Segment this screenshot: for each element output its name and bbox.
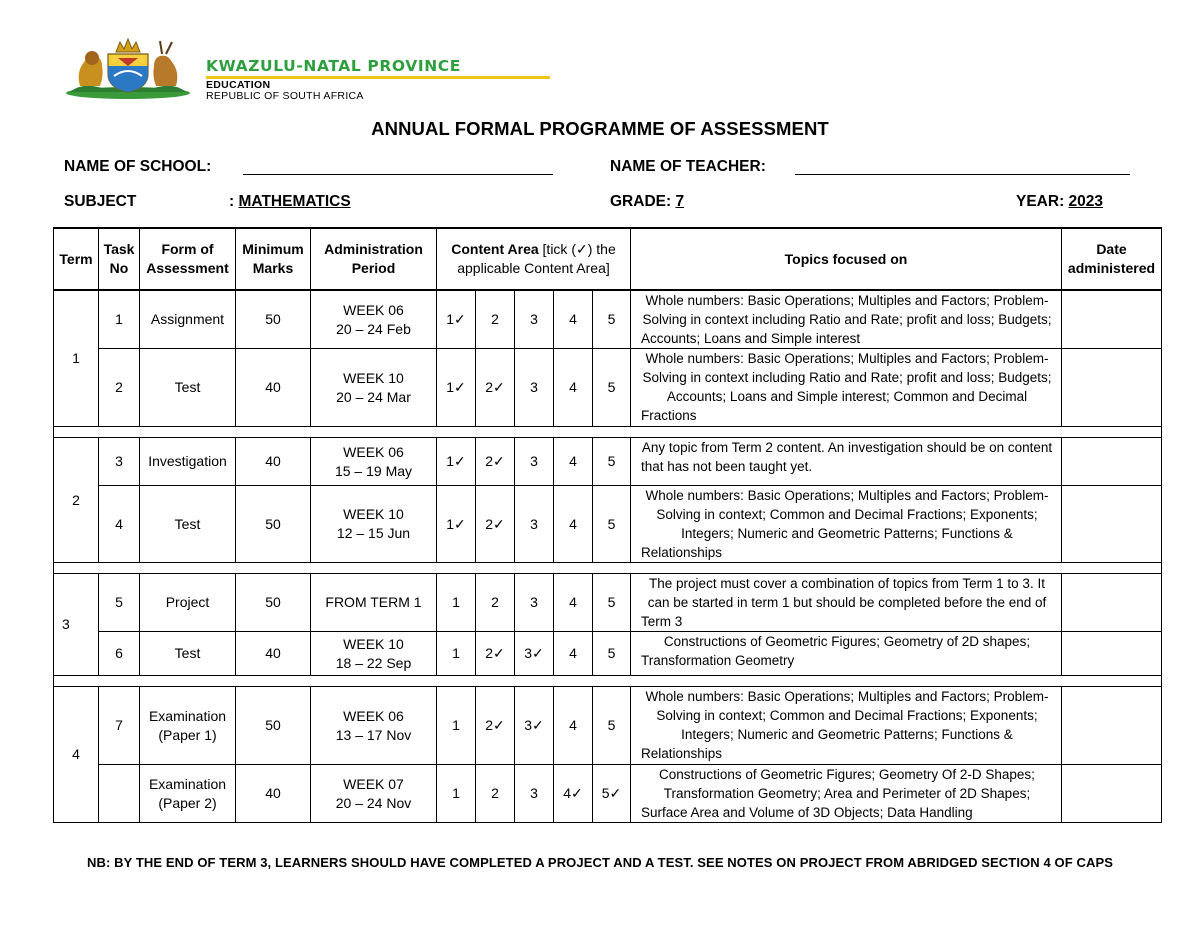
- topics-cell: Whole numbers: Basic Operations; Multiples and Factors; Problem-Solving in context; Common and Decimal Fractions; Exponents; Integers; Numeric and Geometric Patterns; Functions & Relationships: [631, 687, 1062, 765]
- date-administered-cell[interactable]: [1062, 486, 1162, 563]
- topics-cell: Whole numbers: Basic Operations; Multiples and Factors; Problem-Solving in context including Ratio and Rate; profit and loss; Budgets; Accounts; Loans and Simple interest: [631, 290, 1062, 349]
- content-area-cell[interactable]: 1: [437, 687, 476, 765]
- header-form: Form of Assessment: [140, 228, 236, 290]
- task-no-cell: 4: [99, 486, 140, 563]
- content-area-cell[interactable]: 3: [515, 290, 554, 349]
- content-area-cell[interactable]: 5: [593, 486, 631, 563]
- term-separator: [54, 427, 1162, 438]
- content-area-cell[interactable]: 2✓: [476, 438, 515, 486]
- content-area-cell[interactable]: 4: [554, 486, 593, 563]
- table-row: [54, 290, 1162, 349]
- grade-label: GRADE:: [610, 193, 672, 210]
- term-cell: 3: [54, 574, 99, 676]
- table-row: [54, 632, 1162, 676]
- subject-label: SUBJECT: [64, 193, 137, 210]
- task-no-cell: 5: [99, 574, 140, 632]
- table-row: [54, 574, 1162, 632]
- marks-cell: 50: [236, 290, 311, 349]
- content-area-cell[interactable]: 3✓: [515, 632, 554, 676]
- content-area-cell[interactable]: 1: [437, 632, 476, 676]
- topics-cell: Constructions of Geometric Figures; Geometry of 2D shapes; Transformation Geometry: [631, 632, 1062, 676]
- school-field[interactable]: [243, 174, 553, 175]
- content-area-cell[interactable]: 1✓: [437, 438, 476, 486]
- header-topics: Topics focused on: [631, 228, 1062, 290]
- form-cell: Examination (Paper 1): [140, 687, 236, 765]
- teacher-label: NAME OF TEACHER:: [610, 158, 766, 175]
- content-area-cell[interactable]: 4: [554, 574, 593, 632]
- topics-cell: The project must cover a combination of topics from Term 1 to 3. It can be started in term 1 but should be completed before the end of Term 3: [631, 574, 1062, 632]
- content-area-cell[interactable]: 2✓: [476, 632, 515, 676]
- period-cell: WEEK 10 20 – 24 Mar: [311, 349, 437, 427]
- header-content-area: Content Area [tick (✓) the applicable Content Area]: [437, 228, 631, 290]
- period-cell: WEEK 06 15 – 19 May: [311, 438, 437, 486]
- marks-cell: 40: [236, 438, 311, 486]
- task-no-cell: 1: [99, 290, 140, 349]
- grade-group: [610, 193, 684, 211]
- form-cell: Examination (Paper 2): [140, 765, 236, 823]
- date-administered-cell[interactable]: [1062, 438, 1162, 486]
- date-administered-cell[interactable]: [1062, 765, 1162, 823]
- content-area-cell[interactable]: 5: [593, 349, 631, 427]
- grade-value: 7: [675, 193, 685, 210]
- marks-cell: 40: [236, 765, 311, 823]
- term-separator-row: [54, 563, 1162, 574]
- task-no-cell: 7: [99, 687, 140, 765]
- period-cell: WEEK 06 20 – 24 Feb: [311, 290, 437, 349]
- period-cell: WEEK 10 18 – 22 Sep: [311, 632, 437, 676]
- period-cell: WEEK 07 20 – 24 Nov: [311, 765, 437, 823]
- content-area-cell[interactable]: 1: [437, 574, 476, 632]
- content-area-cell[interactable]: 5: [593, 632, 631, 676]
- date-administered-cell[interactable]: [1062, 290, 1162, 349]
- year-group: [1016, 193, 1103, 211]
- table-header-row: [54, 228, 1162, 290]
- footnote: NB: BY THE END OF TERM 3, LEARNERS SHOULD HAVE COMPLETED A PROJECT AND A TEST. SEE NOTES ON PROJECT FROM ABRIDGED SECTION 4 OF CAPS: [87, 855, 1113, 870]
- year-value: 2023: [1068, 193, 1104, 210]
- topics-cell: Whole numbers: Basic Operations; Multiples and Factors; Problem-Solving in context including Ratio and Rate; profit and loss; Budgets; Accounts; Loans and Simple interest; Common and Decimal Fractions: [631, 349, 1062, 427]
- date-administered-cell[interactable]: [1062, 632, 1162, 676]
- content-area-cell[interactable]: 1✓: [437, 290, 476, 349]
- content-area-cell[interactable]: 4: [554, 632, 593, 676]
- header-marks: Minimum Marks: [236, 228, 311, 290]
- content-area-cell[interactable]: 1: [437, 765, 476, 823]
- content-area-cell[interactable]: 4: [554, 438, 593, 486]
- period-cell: FROM TERM 1: [311, 574, 437, 632]
- term-cell: 2: [54, 438, 99, 563]
- department-brand: [206, 58, 550, 102]
- coat-of-arms-icon: [62, 36, 194, 100]
- content-area-cell[interactable]: 5: [593, 438, 631, 486]
- term-cell: 1: [54, 290, 99, 427]
- task-no-cell: 3: [99, 438, 140, 486]
- term-separator-row: [54, 676, 1162, 687]
- topics-cell: Constructions of Geometric Figures; Geometry Of 2-D Shapes; Transformation Geometry; Area and Perimeter of 2D Shapes; Surface Area and Volume of 3D Objects; Data Handling: [631, 765, 1062, 823]
- marks-cell: 40: [236, 632, 311, 676]
- marks-cell: 50: [236, 574, 311, 632]
- country-name: REPUBLIC OF SOUTH AFRICA: [206, 90, 364, 102]
- content-area-cell[interactable]: 1✓: [437, 349, 476, 427]
- table-row: [54, 687, 1162, 765]
- marks-cell: 40: [236, 349, 311, 427]
- department-name: EDUCATION: [206, 79, 271, 91]
- date-administered-cell[interactable]: [1062, 574, 1162, 632]
- content-area-cell[interactable]: 5: [593, 574, 631, 632]
- header-task-no: Task No: [99, 228, 140, 290]
- form-cell: Investigation: [140, 438, 236, 486]
- header-period: Administration Period: [311, 228, 437, 290]
- content-area-cell[interactable]: 4: [554, 687, 593, 765]
- content-area-cell[interactable]: 4: [554, 349, 593, 427]
- content-area-cell[interactable]: 2: [476, 765, 515, 823]
- term-cell: 4: [54, 687, 99, 823]
- subject-value: MATHEMATICS: [238, 193, 351, 210]
- term-separator-row: [54, 427, 1162, 438]
- task-no-cell: 6: [99, 632, 140, 676]
- task-no-cell: 2: [99, 349, 140, 427]
- assessment-table: [53, 227, 1162, 823]
- content-area-cell[interactable]: 2✓: [476, 486, 515, 563]
- period-cell: WEEK 06 13 – 17 Nov: [311, 687, 437, 765]
- content-area-cell[interactable]: 3: [515, 574, 554, 632]
- province-name: KWAZULU-NATAL PROVINCE: [206, 57, 461, 75]
- term-separator: [54, 676, 1162, 687]
- content-area-cell[interactable]: 2: [476, 290, 515, 349]
- content-area-cell[interactable]: 3: [515, 349, 554, 427]
- marks-cell: 50: [236, 687, 311, 765]
- year-label: YEAR:: [1016, 193, 1065, 210]
- form-cell: Test: [140, 349, 236, 427]
- content-area-cell[interactable]: 3✓: [515, 687, 554, 765]
- content-area-cell[interactable]: 3: [515, 438, 554, 486]
- table-row: [54, 486, 1162, 563]
- page-title: ANNUAL FORMAL PROGRAMME OF ASSESSMENT: [371, 118, 829, 139]
- marks-cell: 50: [236, 486, 311, 563]
- content-area-cell[interactable]: 5: [593, 290, 631, 349]
- content-area-cell[interactable]: 1✓: [437, 486, 476, 563]
- letterhead: [62, 36, 622, 100]
- form-cell: Test: [140, 486, 236, 563]
- table-row: [54, 349, 1162, 427]
- date-administered-cell[interactable]: [1062, 349, 1162, 427]
- content-area-cell[interactable]: 2✓: [476, 349, 515, 427]
- date-administered-cell[interactable]: [1062, 687, 1162, 765]
- teacher-field[interactable]: [795, 174, 1130, 175]
- topics-cell: Any topic from Term 2 content. An investigation should be on content that has not been taught yet.: [631, 438, 1062, 486]
- content-area-cell[interactable]: 5✓: [593, 765, 631, 823]
- content-area-cell[interactable]: 4✓: [554, 765, 593, 823]
- topics-cell: Whole numbers: Basic Operations; Multiples and Factors; Problem-Solving in context; Common and Decimal Fractions; Exponents; Integers; Numeric and Geometric Patterns; Functions & Relationships: [631, 486, 1062, 563]
- form-cell: Project: [140, 574, 236, 632]
- content-area-cell[interactable]: 3: [515, 765, 554, 823]
- content-area-cell[interactable]: 5: [593, 687, 631, 765]
- subject-value-group: [229, 193, 351, 211]
- header-date: Date administered: [1062, 228, 1162, 290]
- table-row: [54, 765, 1162, 823]
- period-cell: WEEK 10 12 – 15 Jun: [311, 486, 437, 563]
- term-separator: [54, 563, 1162, 574]
- header-term: Term: [54, 228, 99, 290]
- form-cell: Test: [140, 632, 236, 676]
- content-area-cell[interactable]: 3: [515, 486, 554, 563]
- subject-separator: :: [229, 193, 235, 210]
- form-cell: Assignment: [140, 290, 236, 349]
- task-no-cell: [99, 765, 140, 823]
- content-area-cell[interactable]: 4: [554, 290, 593, 349]
- school-label: NAME OF SCHOOL:: [64, 158, 212, 175]
- content-area-cell[interactable]: 2: [476, 574, 515, 632]
- content-area-cell[interactable]: 2✓: [476, 687, 515, 765]
- table-row: [54, 438, 1162, 486]
